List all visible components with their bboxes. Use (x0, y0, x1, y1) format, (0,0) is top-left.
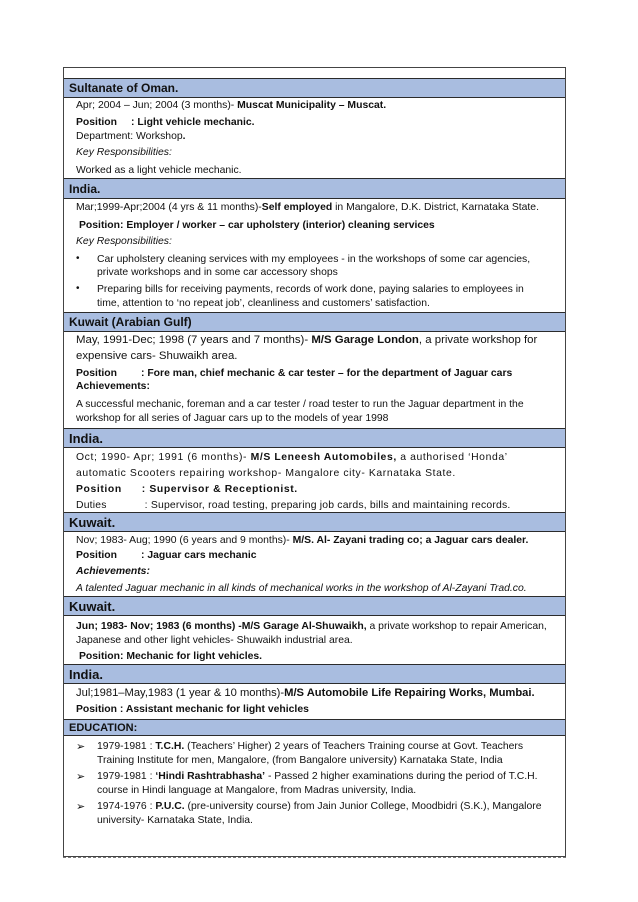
education-item-2-cont: course in Hindi language at Mangalore, from Madras university, India. (97, 785, 417, 796)
india1-bullet-2-cont: time, attention to ‘no repeat job’, cleanliness and customers’ satisfaction. (97, 298, 430, 309)
text: a private workshop to repair American, (366, 621, 547, 632)
kuwait1-dates-line (76, 334, 537, 347)
oman-responsibility: Worked as a light vehicle mechanic. (76, 165, 242, 176)
employer: M/S. Al- Zayani trading co; a Jaguar cars dealer. (292, 535, 529, 546)
india1-bullet-1: Car upholstery cleaning services with my employees - in the workshops of some car agencies, (97, 254, 531, 265)
text: Oct; 1990- Apr; 1991 (6 months)- (76, 452, 251, 463)
india2-dates-line-2: automatic Scooters repairing workshop- Mangalore city- Karnataka State. (76, 468, 456, 479)
india1-bullet-2: Preparing bills for receiving payments, records of work done, paying salaries to employees in (97, 284, 524, 295)
degree: P.U.C. (155, 801, 185, 812)
section-header-education (64, 719, 565, 736)
kuwait3-dates-line-2: Japanese and other light vehicles- Shuwaikh industrial area. (76, 635, 353, 646)
text: in Mangalore, D.K. District, Karnataka State. (332, 202, 539, 213)
india2-position (76, 483, 298, 496)
india1-position: Position: Employer / worker – car upholstery (interior) cleaning services (79, 220, 435, 231)
employer: M/S Automobile Life Repairing Works, Mumbai. (284, 687, 535, 699)
label: Duties (76, 500, 107, 511)
section-header-india (64, 428, 565, 448)
kuwait2-position (76, 549, 257, 562)
section-header-kuwait (64, 512, 565, 532)
education-item-3-cont: university- Karnataka State, India. (97, 815, 253, 826)
footer-dashed-line (63, 857, 566, 858)
oman-dates-line (76, 99, 386, 112)
india1-dates-line (76, 201, 539, 214)
section-title: India. (69, 430, 103, 446)
value: : Fore man, chief mechanic & car tester – for the department of Jaguar cars (140, 368, 513, 379)
text: Department: Workshop (76, 131, 183, 142)
achievements-label: Achievements: (76, 381, 150, 392)
india3-position: Position : Assistant mechanic for light vehicles (76, 704, 309, 715)
employer: Jun; 1983- Nov; 1983 (6 months) -M/S Garage Al-Shuwaikh, (76, 621, 367, 632)
bullet-icon: • (76, 283, 80, 294)
education-item-2 (97, 770, 538, 783)
india2-dates-line (76, 451, 508, 464)
text: , a private workshop for (418, 334, 538, 346)
text: (pre-university course) from Jain Junior College, Moodbidri (S.K.), Mangalore (184, 801, 542, 812)
section-header-kuwait-gulf (64, 312, 565, 332)
section-title: Sultanate of Oman. (69, 81, 179, 95)
oman-position (76, 116, 255, 129)
text: a authorised ‘Honda’ (396, 452, 508, 463)
section-title: EDUCATION: (69, 721, 138, 734)
degree: T.C.H. (155, 741, 185, 752)
sep: : (130, 117, 135, 128)
resume-page (63, 67, 566, 857)
section-title: India. (69, 181, 101, 196)
value: : Jaguar cars mechanic (140, 550, 257, 561)
kuwait1-position (76, 367, 512, 380)
years: 1979-1981 : (97, 771, 156, 782)
text: Mar;1999-Apr;2004 (4 yrs & 11 months)- (76, 202, 262, 213)
label: Position (76, 550, 117, 561)
bullet-icon: • (76, 253, 80, 264)
arrow-bullet-icon: ➢ (76, 741, 86, 753)
section-header-oman (64, 78, 565, 98)
section-title: India. (69, 666, 103, 682)
kuwait1-achievement-2: workshop for all series of Jaguar cars up to the models of year 1998 (76, 413, 389, 424)
text: May, 1991-Dec; 1998 (7 years and 7 months)- (76, 334, 312, 346)
achievements-label: Achievements: (76, 566, 150, 577)
label: Position (76, 117, 117, 128)
text: Jul;1981–May,1983 (1 year & 10 months)- (76, 687, 285, 699)
years: 1974-1976 : (97, 801, 156, 812)
key-responsibilities-label: Key Responsibilities: (76, 236, 172, 247)
value: : Supervisor & Receptionist. (141, 484, 298, 495)
kuwait3-dates-line (76, 620, 547, 633)
section-title: Kuwait (Arabian Gulf) (69, 315, 192, 329)
arrow-bullet-icon: ➢ (76, 801, 86, 813)
kuwait3-position: Position: Mechanic for light vehicles. (79, 651, 263, 662)
education-item-3 (97, 800, 542, 813)
india3-dates-line (76, 687, 535, 700)
employer: M/S Garage London (311, 334, 419, 346)
kuwait1-dates-line-2: expensive cars- Shuwaikh area. (76, 350, 238, 362)
kuwait1-achievement-1: A successful mechanic, foreman and a car tester / road tester to run the Jaguar department in the (76, 399, 524, 410)
text: (Teachers’ Higher) 2 years of Teachers Training course at Govt. Teachers (184, 741, 524, 752)
section-header-india (64, 178, 565, 199)
kuwait2-achievement: A talented Jaguar mechanic in all kinds of mechanical works in the workshop of Al-Zayani Trad.co. (76, 583, 527, 594)
section-header-india (64, 664, 565, 684)
employer: Muscat Municipality – Muscat. (237, 100, 387, 111)
dot: . (182, 131, 186, 142)
employer: M/S Leneesh Automobiles, (250, 452, 397, 463)
section-title: Kuwait. (69, 598, 116, 614)
education-item-1-cont: Training Institute for men, Mangalore, (from Bangalore university) Karnataka State, India (97, 755, 503, 766)
text: - Passed 2 higher examinations during the period of T.C.H. (265, 771, 538, 782)
text: Nov; 1983- Aug; 1990 (6 years and 9 months)- (76, 535, 293, 546)
section-header-kuwait (64, 596, 565, 616)
education-item-1 (97, 740, 523, 753)
section-title: Kuwait. (69, 514, 116, 530)
value: : Supervisor, road testing, preparing job cards, bills and maintaining records. (144, 500, 511, 511)
india2-duties (76, 499, 510, 512)
oman-department (76, 130, 186, 143)
key-responsibilities-label: Key Responsibilities: (76, 147, 172, 158)
years: 1979-1981 : (97, 741, 156, 752)
label: Position (76, 368, 117, 379)
degree: ‘Hindi Rashtrabhasha’ (155, 771, 266, 782)
value: Light vehicle mechanic. (137, 117, 255, 128)
kuwait2-dates-line (76, 534, 528, 547)
label: Position (76, 484, 122, 495)
employer: Self employed (261, 202, 333, 213)
text: Apr; 2004 – Jun; 2004 (3 months)- (76, 100, 238, 111)
arrow-bullet-icon: ➢ (76, 771, 86, 783)
india1-bullet-1-cont: private workshops and in some car accessory shops (97, 267, 338, 278)
